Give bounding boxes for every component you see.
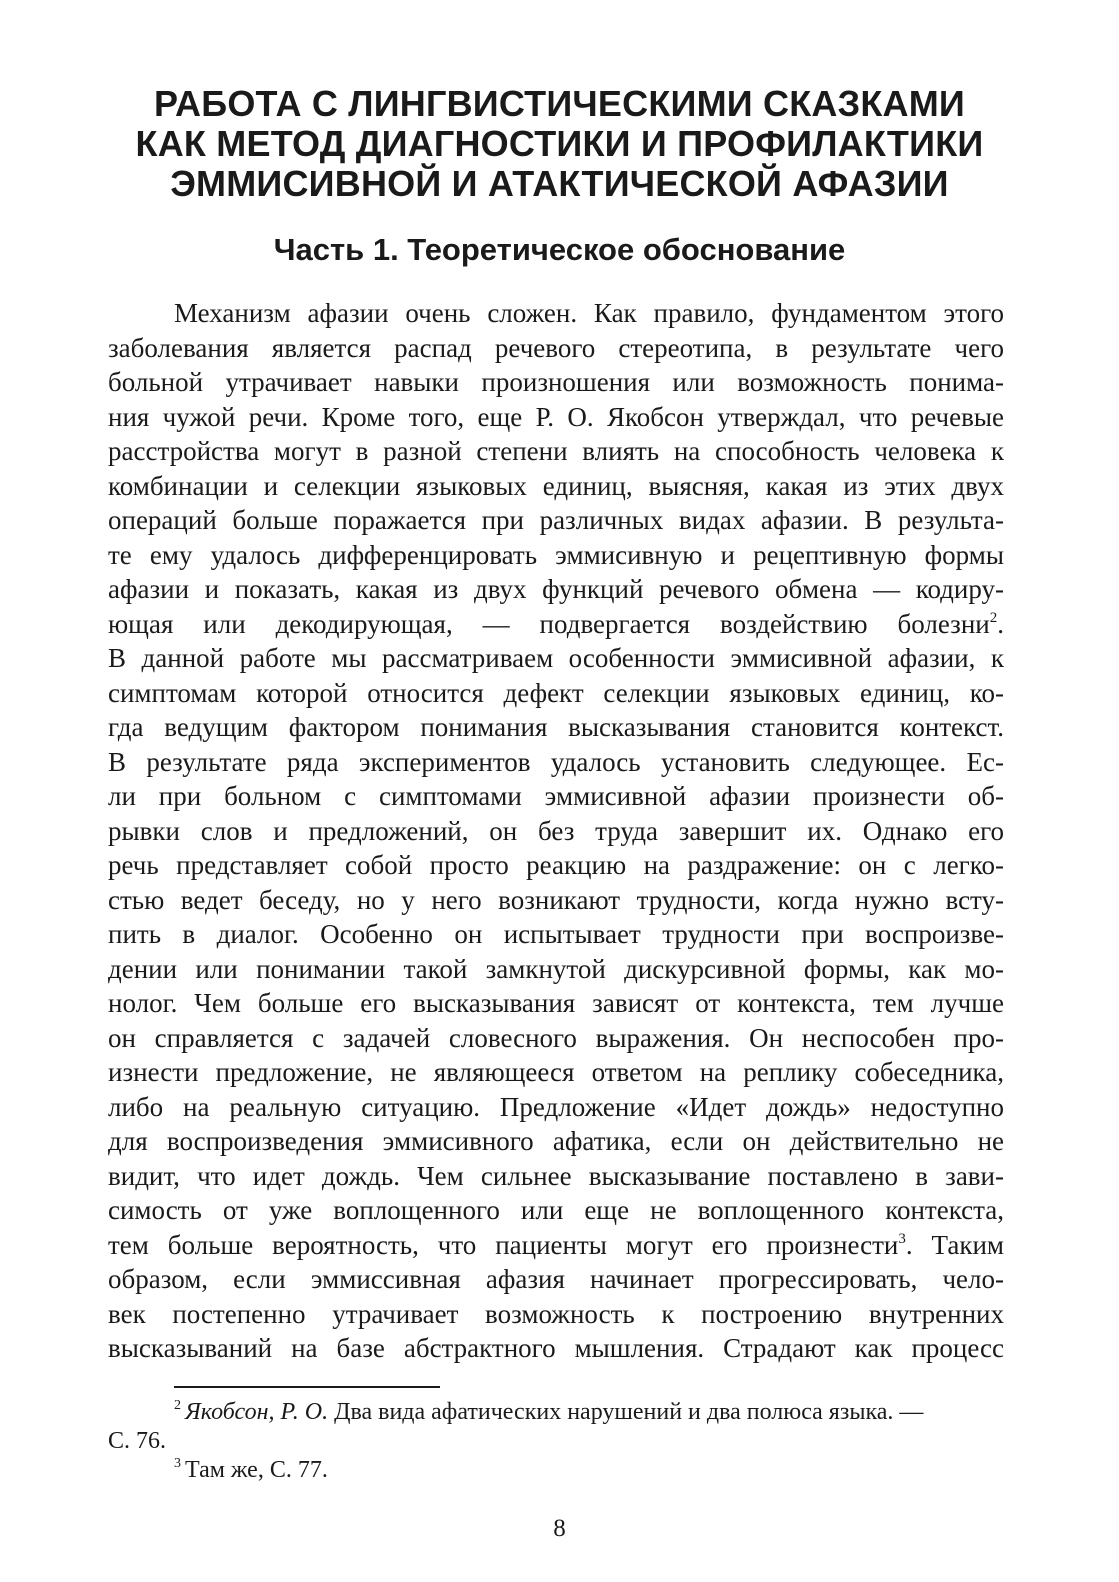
body-line: те ему удалось дифференцировать эммисивную и рецептивную формы: [108, 539, 1004, 570]
footnote-3: [108, 1456, 1004, 1485]
title-line-3: ЭММИСИВНОЙ И АТАКТИЧЕСКОЙ АФАЗИИ: [170, 163, 949, 204]
body-line: либо на реальную ситуацию. Предложение «Идет дождь» недоступно: [108, 1091, 1004, 1122]
body-line: заболевания является распад речевого стереотипа, в результате чего: [108, 332, 1004, 363]
article-title: [80, 84, 1039, 204]
footnote-3-text: Там же, С. 77.: [185, 1457, 328, 1483]
body-line-with-ref: [108, 607, 1004, 642]
footnote-marker-2: 2: [174, 1398, 181, 1413]
body-line: больной утрачивает навыки произношения или возможность понима-: [108, 367, 1004, 397]
body-line: пить в диалог. Особенно он испытывает трудности при воспроизве-: [108, 919, 1004, 949]
footnote-ref-3[interactable]: 3: [898, 1230, 906, 1247]
body-line: В результате ряда экспериментов удалось установить следующее. Ес-: [108, 746, 1004, 777]
section-heading: Часть 1. Теоретическое обоснование: [273, 232, 846, 267]
body-line: он справляется с задачей словесного выражения. Он неспособен про-: [108, 1022, 1004, 1053]
body-line-tail: .: [997, 608, 1004, 639]
body-line: расстройства могут в разной степени влиять на способность человека к: [108, 436, 1004, 466]
body-line: изнести предложение, не являющееся ответом на реплику собеседника,: [108, 1057, 1004, 1087]
title-line-2: КАК МЕТОД ДИАГНОСТИКИ И ПРОФИЛАКТИКИ: [135, 123, 984, 164]
page-number: 8: [553, 1515, 566, 1542]
body-line-text: тем больше вероятность, что пациенты могут его произнести: [108, 1229, 899, 1260]
body-line: для воспроизведения эммисивного афатика, если он действительно не: [108, 1126, 1004, 1156]
body-line: гда ведущим фактором понимания высказывания становится контекст.: [108, 712, 1004, 742]
body-line: рывки слов и предложений, он без труда завершит их. Однако его: [108, 815, 1004, 846]
footnote-2: [108, 1398, 1004, 1427]
body-line-text: ющая или декодирующая, — подвергается воздействию болезни: [108, 608, 990, 639]
body-line: дении или понимании такой замкнутой дискурсивной формы, как мо-: [108, 953, 1004, 984]
footnote-ref-2[interactable]: 2: [989, 609, 998, 626]
body-line: ли при больном с симптомами эммисивной афазии произнести об-: [108, 781, 1004, 811]
body-line: симптомам которой относится дефект селекции языковых единиц, ко-: [108, 677, 1004, 708]
body-line: комбинации и селекции языковых единиц, выясняя, какая из этих двух: [108, 470, 1004, 501]
footnote-2-continuation: С. 76.: [108, 1428, 167, 1454]
footnote-2-text: Два вида афатических нарушений и два полюса языка. —: [328, 1399, 924, 1425]
title-line-1: РАБОТА С ЛИНГВИСТИЧЕСКИМИ СКАЗКАМИ: [154, 83, 965, 124]
footnotes: [108, 1398, 1004, 1485]
body-line: афазии и показать, какая из двух функций речевого обмена — кодиру-: [108, 574, 1004, 604]
body-line: симость от уже воплощенного или еще не воплощенного контекста,: [108, 1195, 1004, 1225]
body-line: операций больше поражается при различных видах афазии. В результа-: [108, 505, 1004, 535]
body-line: образом, если эммиссивная афазия начинает прогрессировать, чело-: [108, 1264, 1004, 1294]
body-line: ния чужой речи. Кроме того, еще Р. О. Якобсон утверждал, что речевые: [108, 401, 1004, 432]
footnote-author: Якобсон, Р. О.: [185, 1399, 329, 1425]
footnote-divider: [174, 1386, 440, 1388]
body-line: нолог. Чем больше его высказывания зависят от контекста, тем лучше: [108, 988, 1004, 1018]
body-paragraph: [108, 296, 1004, 1366]
body-line: век постепенно утрачивает возможность к построению внутренних: [108, 1298, 1004, 1329]
body-line: речь представляет собой просто реакцию на раздражение: он с легко-: [108, 850, 1004, 880]
body-line: стью ведет беседу, но у него возникают трудности, когда нужно всту-: [108, 884, 1004, 915]
body-line: В данной работе мы рассматриваем особенности эммисивной афазии, к: [108, 643, 1004, 673]
footnote-marker-3: 3: [174, 1456, 181, 1471]
body-line: высказываний на базе абстрактного мышления. Страдают как процесс: [108, 1333, 1004, 1363]
body-line: Механизм афазии очень сложен. Как правило, фундаментом этого: [174, 298, 1004, 328]
body-line-with-ref: [108, 1228, 1004, 1263]
body-line: видит, что идет дождь. Чем сильнее высказывание поставлено в зави-: [108, 1160, 1004, 1191]
body-line-tail: . Таким: [905, 1229, 1004, 1260]
